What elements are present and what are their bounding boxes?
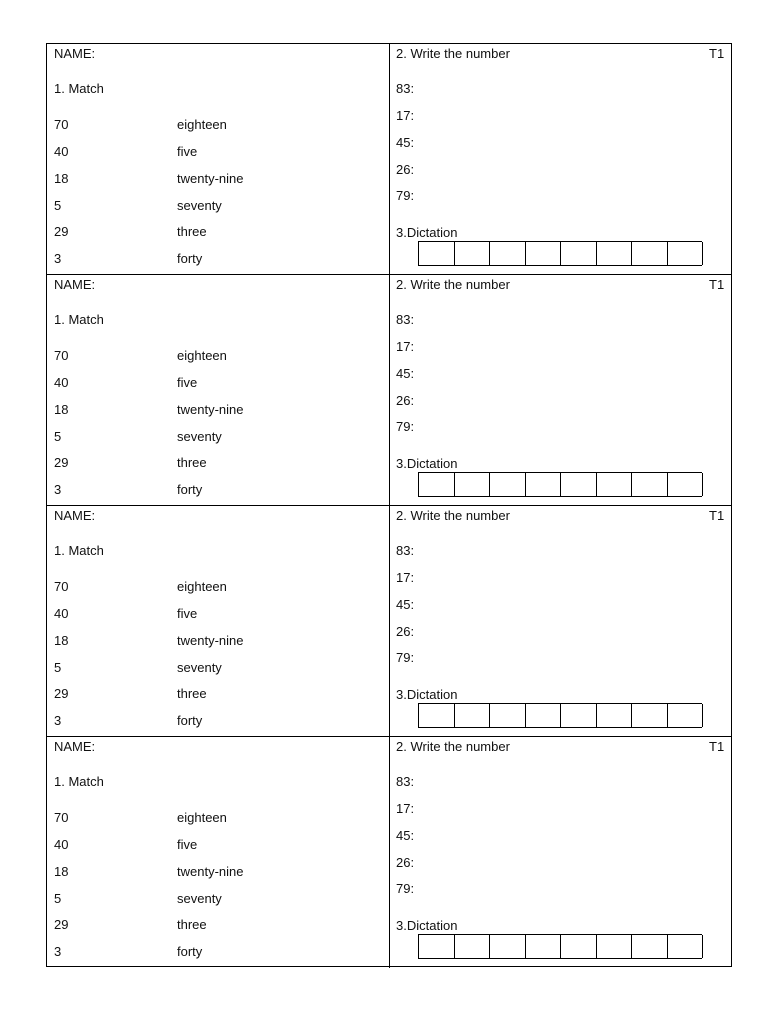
- dictation-box[interactable]: [419, 242, 455, 265]
- dictation-box[interactable]: [597, 935, 633, 958]
- dictation-box[interactable]: [419, 935, 455, 958]
- match-word: seventy: [177, 660, 222, 675]
- match-title: 1. Match: [54, 312, 104, 327]
- match-word: eighteen: [177, 810, 227, 825]
- write-number-item: 45:: [396, 366, 415, 381]
- worksheet-card: [47, 506, 731, 737]
- write-number-item: 17:: [396, 570, 415, 585]
- dictation-box[interactable]: [668, 242, 704, 265]
- match-word: three: [177, 224, 207, 239]
- dictation-box[interactable]: [490, 704, 526, 727]
- match-number: 5: [54, 429, 62, 444]
- dictation-box[interactable]: [668, 473, 704, 496]
- dictation-box[interactable]: [668, 935, 704, 958]
- match-word: twenty-nine: [177, 402, 244, 417]
- match-number: 70: [54, 348, 69, 363]
- write-number-title: 2. Write the number: [396, 508, 510, 523]
- match-word: twenty-nine: [177, 171, 244, 186]
- write-number-title: 2. Write the number: [396, 277, 510, 292]
- dictation-box[interactable]: [632, 242, 668, 265]
- write-number-item: 26:: [396, 624, 415, 639]
- dictation-box[interactable]: [526, 242, 562, 265]
- match-word: forty: [177, 713, 203, 728]
- match-number: 5: [54, 198, 62, 213]
- dictation-box[interactable]: [561, 473, 597, 496]
- name-label: NAME:: [54, 277, 96, 292]
- match-number: 3: [54, 944, 62, 959]
- match-word: seventy: [177, 429, 222, 444]
- match-number: 40: [54, 606, 69, 621]
- worksheet-card: [47, 737, 731, 968]
- match-number: 3: [54, 251, 62, 266]
- worksheet-card: [47, 275, 731, 506]
- match-word: five: [177, 606, 198, 621]
- write-number-item: 79:: [396, 881, 415, 896]
- dictation-box[interactable]: [632, 935, 668, 958]
- write-number-title: 2. Write the number: [396, 739, 510, 754]
- match-word: three: [177, 917, 207, 932]
- worksheet-sheet: [46, 43, 732, 967]
- match-number: 70: [54, 579, 69, 594]
- write-number-item: 17:: [396, 108, 415, 123]
- match-number: 18: [54, 633, 69, 648]
- write-number-item: 83:: [396, 81, 415, 96]
- match-number: 70: [54, 117, 69, 132]
- match-word: five: [177, 375, 198, 390]
- dictation-box[interactable]: [597, 704, 633, 727]
- match-number: 5: [54, 891, 62, 906]
- test-code: T1: [709, 508, 725, 523]
- test-code: T1: [709, 277, 725, 292]
- dictation-box[interactable]: [490, 242, 526, 265]
- column-divider: [389, 44, 390, 274]
- name-label: NAME:: [54, 739, 96, 754]
- match-number: 18: [54, 864, 69, 879]
- match-word: forty: [177, 944, 203, 959]
- dictation-box[interactable]: [455, 704, 491, 727]
- dictation-box[interactable]: [419, 704, 455, 727]
- match-number: 29: [54, 686, 69, 701]
- match-word: three: [177, 686, 207, 701]
- dictation-box[interactable]: [455, 935, 491, 958]
- match-word: eighteen: [177, 579, 227, 594]
- dictation-grid: [418, 703, 702, 728]
- write-number-title: 2. Write the number: [396, 46, 510, 61]
- dictation-box[interactable]: [526, 473, 562, 496]
- dictation-title: 3.Dictation: [396, 918, 458, 933]
- match-number: 29: [54, 224, 69, 239]
- test-code: T1: [709, 46, 725, 61]
- write-number-item: 79:: [396, 419, 415, 434]
- write-number-item: 17:: [396, 339, 415, 354]
- match-number: 18: [54, 171, 69, 186]
- dictation-box[interactable]: [526, 704, 562, 727]
- dictation-box[interactable]: [597, 473, 633, 496]
- name-label: NAME:: [54, 508, 96, 523]
- match-number: 70: [54, 810, 69, 825]
- match-word: eighteen: [177, 348, 227, 363]
- write-number-item: 45:: [396, 597, 415, 612]
- name-label: NAME:: [54, 46, 96, 61]
- dictation-box[interactable]: [632, 704, 668, 727]
- match-number: 29: [54, 455, 69, 470]
- match-word: forty: [177, 251, 203, 266]
- write-number-item: 83:: [396, 312, 415, 327]
- match-word: forty: [177, 482, 203, 497]
- dictation-box[interactable]: [455, 473, 491, 496]
- write-number-item: 45:: [396, 135, 415, 150]
- match-number: 5: [54, 660, 62, 675]
- match-word: seventy: [177, 891, 222, 906]
- dictation-title: 3.Dictation: [396, 456, 458, 471]
- worksheet-card: [47, 44, 731, 275]
- write-number-item: 45:: [396, 828, 415, 843]
- match-title: 1. Match: [54, 774, 104, 789]
- write-number-item: 26:: [396, 393, 415, 408]
- dictation-grid: [418, 934, 702, 959]
- dictation-box[interactable]: [632, 473, 668, 496]
- write-number-item: 17:: [396, 801, 415, 816]
- write-number-item: 83:: [396, 774, 415, 789]
- column-divider: [389, 737, 390, 968]
- match-word: five: [177, 837, 198, 852]
- dictation-box[interactable]: [490, 473, 526, 496]
- dictation-box[interactable]: [561, 242, 597, 265]
- match-title: 1. Match: [54, 543, 104, 558]
- match-word: seventy: [177, 198, 222, 213]
- write-number-item: 26:: [396, 855, 415, 870]
- match-word: three: [177, 455, 207, 470]
- match-number: 18: [54, 402, 69, 417]
- write-number-item: 79:: [396, 650, 415, 665]
- match-number: 40: [54, 144, 69, 159]
- write-number-item: 26:: [396, 162, 415, 177]
- dictation-grid: [418, 472, 702, 497]
- match-number: 29: [54, 917, 69, 932]
- dictation-box[interactable]: [668, 704, 704, 727]
- match-title: 1. Match: [54, 81, 104, 96]
- match-number: 3: [54, 482, 62, 497]
- match-number: 40: [54, 837, 69, 852]
- match-number: 3: [54, 713, 62, 728]
- dictation-box[interactable]: [490, 935, 526, 958]
- test-code: T1: [709, 739, 725, 754]
- dictation-box[interactable]: [597, 242, 633, 265]
- column-divider: [389, 506, 390, 736]
- match-word: five: [177, 144, 198, 159]
- write-number-item: 83:: [396, 543, 415, 558]
- dictation-box[interactable]: [419, 473, 455, 496]
- column-divider: [389, 275, 390, 505]
- match-word: twenty-nine: [177, 633, 244, 648]
- dictation-title: 3.Dictation: [396, 225, 458, 240]
- dictation-grid: [418, 241, 702, 266]
- write-number-item: 79:: [396, 188, 415, 203]
- dictation-box[interactable]: [455, 242, 491, 265]
- dictation-title: 3.Dictation: [396, 687, 458, 702]
- match-number: 40: [54, 375, 69, 390]
- match-word: twenty-nine: [177, 864, 244, 879]
- dictation-box[interactable]: [526, 935, 562, 958]
- match-word: eighteen: [177, 117, 227, 132]
- dictation-box[interactable]: [561, 704, 597, 727]
- dictation-box[interactable]: [561, 935, 597, 958]
